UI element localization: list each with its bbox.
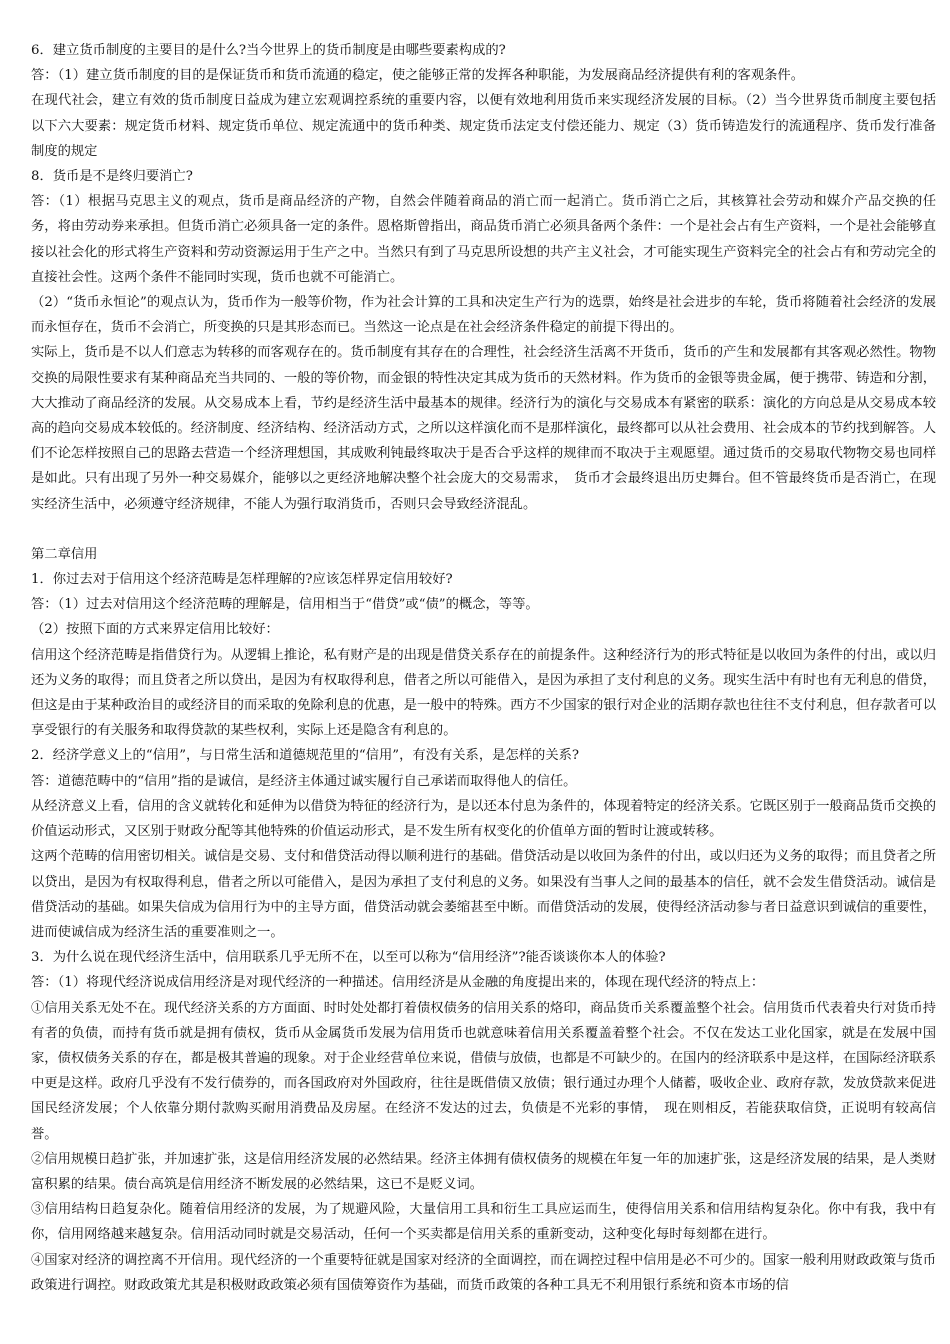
answer-6-part-1: 答：（1）建立货币制度的目的是保证货币和货币流通的稳定，使之能够正常的发挥各种职能，为发展商品经济提供有利的客观条件。 — [31, 68, 805, 84]
question-1: 1．你过去对于信用这个经济范畴是怎样理解的?应该怎样界定信用较好? — [31, 572, 453, 588]
answer-3-point-4: ④国家对经济的调控离不开信用。现代经济的一个重要特征就是国家对经济的全面调控，而在调控过程中信用是必不可少的。国家一般利用财政政策与货币政策进行调控。财政政策尤其是积极财政政策必须有国债筹资作为基础，而货币政策的各种工具无不利用银行系统和资本市场的信 — [31, 1252, 936, 1293]
answer-6-part-2: 在现代社会，建立有效的货币制度日益成为建立宏观调控系统的重要内容，以便有效地利用货币来实现经济发展的目标。（2）当今世界货币制度主要包括以下六大要素：规定货币材料、规定货币单位、规定流通中的货币种类、规定货币法定支付偿还能力、规定（3）货币铸造发行的流通程序、货币发行准备制度的规定 — [31, 93, 936, 159]
blank-line — [31, 517, 936, 542]
question-8: 8．货币是不是终归要消亡? — [31, 169, 193, 185]
answer-1-part-2: （2）按照下面的方式来界定信用比较好： — [31, 622, 279, 638]
answer-3-point-3: ③信用结构日趋复杂化。随着信用经济的发展，为了规避风险，大量信用工具和衍生工具应运而生，使得信用关系和信用结构复杂化。你中有我，我中有你，信用网络越来越复杂。信用活动同时就是交易活动，任何一个买卖都是信用关系的重新变动，这种变化每时每刻都在进行。 — [31, 1202, 936, 1243]
answer-8-part-3: 实际上，货币是不以人们意志为转移的而客观存在的。货币制度有其存在的合理性，社会经济生活离不开货币，货币的产生和发展都有其客观必然性。物物交换的局限性要求有某种商品充当共同的、一般的等价物，而金银的特性决定其成为货币的天然材料。作为货币的金银等贵金属，便于携带、铸造和分割，大大推动了商品经济的发展。从交易成本上看，节约是经济生活中最基本的规律。经济行为的演化与交易成本有紧密的联系：演化的方向总是从交易成本较高的趋向交易成本较低的。经济制度、经济结构、经济活动方式，之所以这样演化而不是那样演化，最终都可以从社会费用、社会成本的节约找到解答。人们不论怎样按照自己的思路去营造一个经济理想国，其成败利钝最终取决于是否合乎这样的规律而不取决于主观愿望。通过货币的交易取代物物交易也同样是如此。只有出现了另外一种交易媒介，能够以之更经济地解决整个社会庞大的交易需求， 货币才会最终退出历史舞台。但不管最终货币是否消亡，在现实经济生活中，必须遵守经济规律，不能人为强行取消货币，否则只会导致经济混乱。 — [31, 345, 936, 512]
answer-8-part-1: 答：（1）根据马克思主义的观点，货币是商品经济的产物，自然会伴随着商品的消亡而一起消亡。货币消亡之后，其核算社会劳动和媒介产品交换的任务，将由劳动券来承担。但货币消亡必须具备一定的条件。恩格斯曾指出，商品货币消亡必须具备两个条件：一个是社会占有生产资料，一个是社会能够直接以社会化的形式将生产资料和劳动资源运用于生产之中。当然只有到了马克思所设想的共产主义社会，才可能实现生产资料完全的社会占有和劳动完全的直接社会性。这两个条件不能同时实现，货币也就不可能消亡。 — [31, 194, 936, 285]
chapter-heading: 第二章信用 — [31, 546, 98, 562]
answer-3-point-2: ②信用规模日趋扩张，并加速扩张，这是信用经济发展的必然结果。经济主体拥有债权债务的规模在年复一年的加速扩张，这是经济发展的结果，是人类财富积累的结果。债台高筑是信用经济不断发展的必然结果，这已不是贬义词。 — [31, 1151, 936, 1192]
answer-3-point-1: ①信用关系无处不在。现代经济关系的方方面面、时时处处都打着债权债务的信用关系的烙印，商品货币关系覆盖整个社会。信用货币代表着央行对货币持有者的负债，而持有货币就是拥有债权，货币从金属货币发展为信用货币也就意味着信用关系覆盖着整个社会。不仅在发达工业化国家，就是在发展中国家，债权债务关系的存在，都是极其普遍的现象。对于企业经营单位来说，借债与放债，也都是不可缺少的。在国内的经济联系中是这样，在国际经济联系中更是这样。政府几乎没有不发行债券的，而各国政府对外国政府，往往是既借债又放债；银行通过办理个人储蓄，吸收企业、政府存款，发放贷款来促进国民经济发展；个人依靠分期付款购买耐用消费品及房屋。在经济不发达的过去，负债是不光彩的事情， 现在则相反，若能获取信贷，正说明有较高信誉。 — [31, 1000, 936, 1142]
question-6: 6．建立货币制度的主要目的是什么?当今世界上的货币制度是由哪些要素构成的? — [31, 43, 506, 58]
answer-3-intro: 答：（1）将现代经济说成信用经济是对现代经济的一种描述。信用经济是从金融的角度提出来的，体现在现代经济的特点上： — [31, 975, 765, 991]
answer-1-part-1: 答：（1）过去对信用这个经济范畴的理解是，信用相当于“借贷”或“债”的概念，等等。 — [31, 597, 539, 613]
answer-2-part-2: 从经济意义上看，信用的含义就转化和延伸为以借贷为特征的经济行为，是以还本付息为条件的，体现着特定的经济关系。它既区别于一般商品货币交换的价值运动形式，又区别于财政分配等其他特殊的价值运动形式，是不发生所有权变化的价值单方面的暂时让渡或转移。 — [31, 798, 936, 840]
question-3: 3．为什么说在现代经济生活中，信用联系几乎无所不在，以至可以称为“信用经济”?能否谈谈你本人的体验? — [31, 950, 666, 966]
answer-2-part-1: 答：道德范畴中的“信用”指的是诚信，是经济主体通过诚实履行自己承诺而取得他人的信任。 — [31, 773, 577, 789]
question-2: 2．经济学意义上的“信用”，与日常生活和道德规范里的“信用”，有没有关系，是怎样的关系? — [31, 748, 580, 764]
answer-1-part-3: 信用这个经济范畴是指借贷行为。从逻辑上推论，私有财产是的出现是借贷关系存在的前提条件。这种经济行为的形式特征是以收回为条件的付出，或以归还为义务的取得；而且贷者之所以贷出，是因为有权取得利息，借者之所以可能借入，是因为承担了支付利息的义务。现实生活中有时也有无利息的借贷，但这是由于某种政治目的或经济目的而采取的免除利息的优惠，是一般中的特殊。西方不少国家的银行对企业的活期存款也往往不支付利息，但存款者可以享受银行的有关服务和取得贷款的某些权利，实际上还是隐含有利息的。 — [31, 647, 936, 739]
answer-8-part-2: （2）“货币永恒论”的观点认为，货币作为一般等价物，作为社会计算的工具和决定生产行为的选票，始终是社会进步的车轮，货币将随着社会经济的发展而永恒存在，货币不会消亡，所变换的只是其形态而已。当然这一论点是在社会经济条件稳定的前提下得出的。 — [31, 295, 936, 336]
answer-2-part-3: 这两个范畴的信用密切相关。诚信是交易、支付和借贷活动得以顺利进行的基础。借贷活动是以收回为条件的付出，或以归还为义务的取得；而且贷者之所以贷出，是因为有权取得利息，借者之所以可能借入，是因为承担了支付利息的义务。如果没有当事人之间的最基本的信任，就不会发生借贷活动。诚信是借贷活动的基础。如果失信成为信用行为中的主导方面，借贷活动就会萎缩甚至中断。而借贷活动的发展，使得经济活动参与者日益意识到诚信的重要性，进而使诚信成为经济生活的重要准则之一。 — [31, 849, 936, 940]
